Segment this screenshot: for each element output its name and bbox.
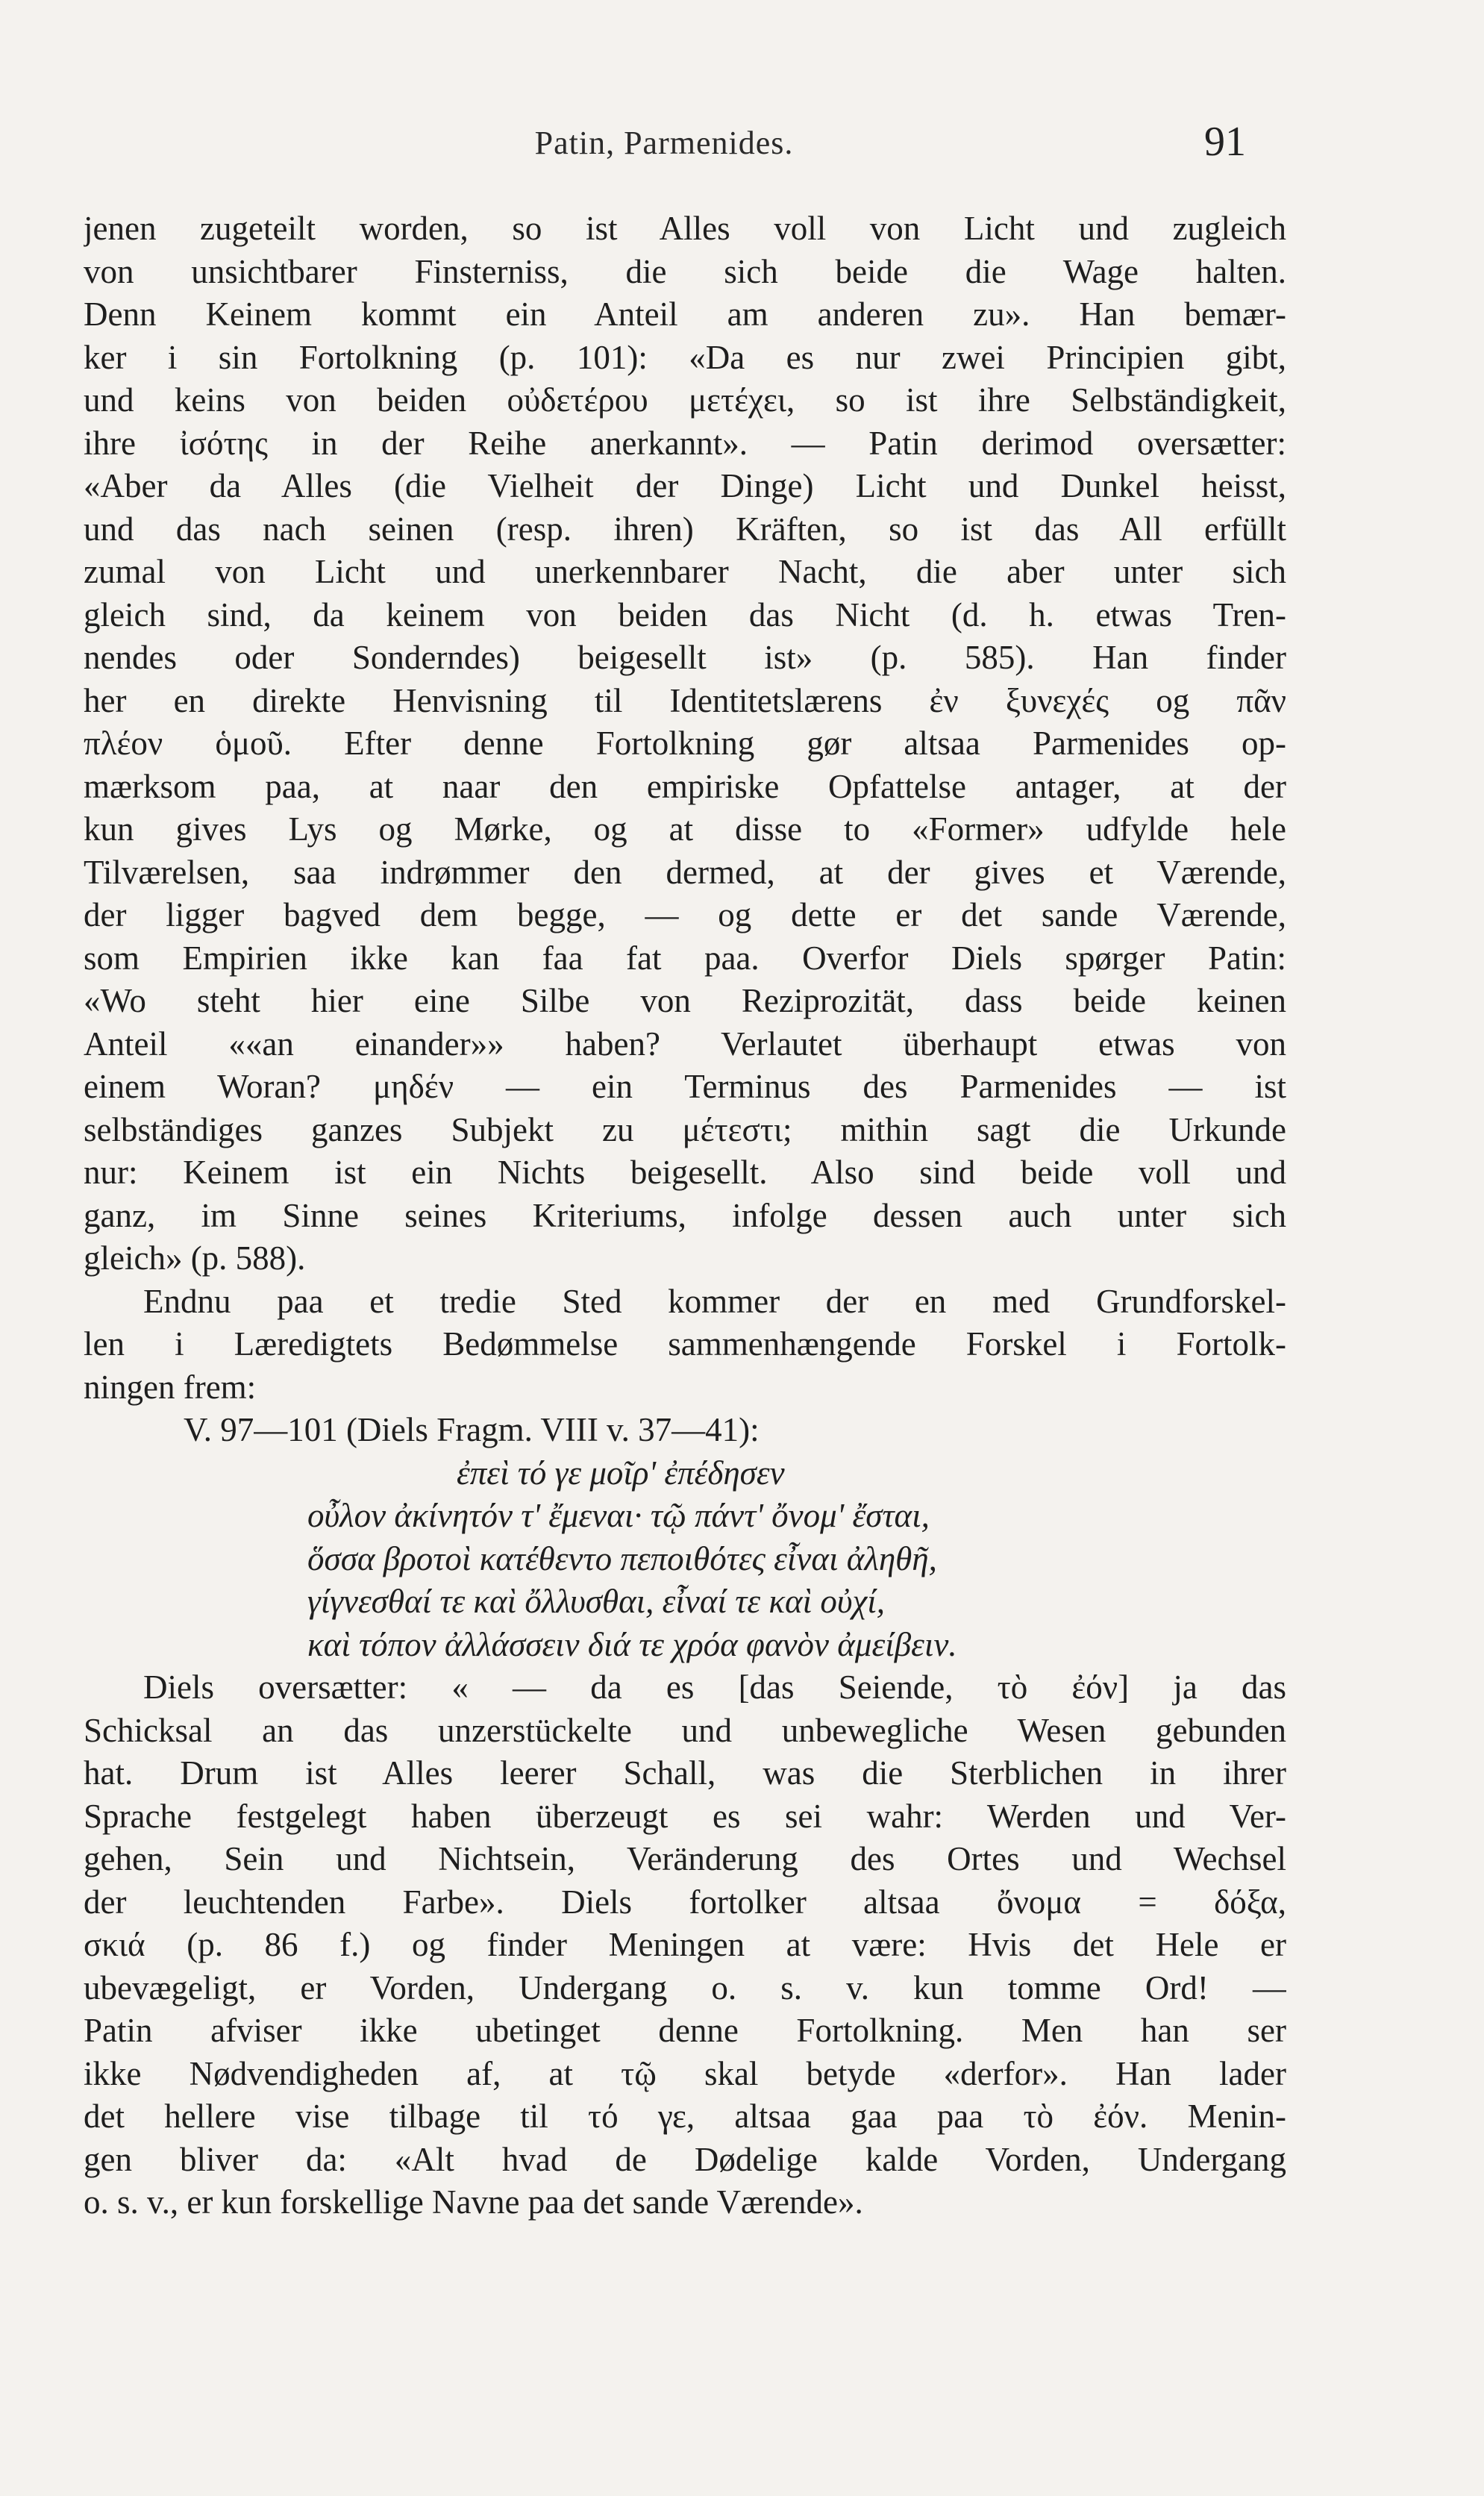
text-line: πλέον ὁμοῦ. Efter denne Fortolkning gør altsaa Parmenides op- [84,725,1286,762]
text-line: Anteil ««an einander»» haben? Verlautet überhaupt etwas von [84,1025,1286,1063]
text-line: selbständiges ganzes Subjekt zu μέτεστι; mithin sagt die Urkunde [84,1110,1286,1148]
paragraph [84,1666,1286,2224]
text-line: «Aber da Alles (die Vielheit der Dinge) Licht und Dunkel heisst, [84,467,1286,504]
text-line: gen bliver da: «Alt hvad de Dødelige kalde Vorden, Undergang [84,2140,1286,2178]
text-line: jenen zugeteilt worden, so ist Alles voll von Licht und zugleich [84,210,1286,247]
text-line: Endnu paa et tredie Sted kommer der en med Grundforskel- [143,1282,1286,1320]
text-line: und keins von beiden οὐδετέρου μετέχει, so ist ihre Selbständigkeit, [84,381,1286,419]
text-line: σκιά (p. 86 f.) og finder Meningen at være: Hvis det Hele er [84,1926,1286,1963]
text-line: mærksom paa, at naar den empiriske Opfattelse antager, at der [84,767,1286,805]
text-line: «Wo steht hier eine Silbe von Reziprozität, dass beide keinen [84,982,1286,1019]
verse-reference [84,1409,1286,1452]
greek-verse-quotation [84,1452,1286,1667]
verse-line: οὖλον ἀκίνητόν τ' ἔμεναι· τῷ πάντ' ὄνομ' ἔσται, [307,1497,930,1534]
text-line: ubevægeligt, er Vorden, Undergang o. s. v. kun tomme Ord! — [84,1968,1286,2007]
text-line: len i Læredigtets Bedømmelse sammenhængende Forskel i Fortolk- [84,1325,1286,1363]
verse-line: ἐπεὶ τό γε μοῖρ' ἐπέδησεν [457,1454,785,1492]
text-line: det hellere vise tilbage til τό γε, altsaa gaa paa τὸ ἐόν. Menin- [84,2098,1286,2135]
text-line: ker i sin Fortolkning (p. 101): «Da es nur zwei Principien gibt, [84,338,1286,376]
text-line: kun gives Lys og Mørke, og at disse to «Former» udfylde hele [84,810,1286,848]
text-line: ihre ἰσότης in der Reihe anerkannt». — Patin derimod oversætter: [84,424,1286,462]
text-line: Denn Keinem kommt ein Anteil am anderen zu». Han bemær- [84,295,1286,333]
text-line: Tilværelsen, saa indrømmer den dermed, at der gives et Værende, [84,853,1286,891]
text-line: gehen, Sein und Nichtsein, Veränderung des Ortes und Wechsel [84,1840,1286,1877]
text-line: ningen frem: [84,1368,257,1406]
text-line: der ligger bagved dem begge, — og dette er det sande Værende, [84,896,1286,933]
text-line: Sprache festgelegt haben überzeugt es sei wahr: Werden und Ver- [84,1797,1286,1835]
verse-line: καὶ τόπον ἀλλάσσειν διά τε χρόα φανὸν ἀμείβειν. [307,1625,957,1663]
page-header [82,110,1246,170]
page-number: 91 [1204,119,1246,165]
text-line: der leuchtenden Farbe». Diels fortolker altsaa ὄνομα = δόξα, [84,1883,1286,1921]
paragraph [84,1280,1286,1410]
text-line: gleich sind, da keinem von beiden das Nicht (d. h. etwas Tren- [84,595,1286,634]
running-head: Patin, Parmenides. [534,125,794,161]
text-line: Schicksal an das unzerstückelte und unbewegliche Wesen gebunden [84,1711,1286,1749]
text-line: nur: Keinem ist ein Nichts beigesellt. Also sind beide voll und [84,1154,1286,1191]
text-line: Patin afviser ikke ubetinget denne Fortolkning. Men han ser [84,2012,1286,2049]
text-line: zumal von Licht und unerkennbarer Nacht, die aber unter sich [84,553,1286,590]
text-line: som Empirien ikke kan faa fat paa. Overfor Diels spørger Patin: [84,939,1286,977]
text-line: hat. Drum ist Alles leerer Schall, was die Sterblichen in ihrer [84,1754,1286,1792]
verse-line: ὅσσα βροτοὶ κατέθεντο πεποιθότες εἶναι ἀληθῆ, [307,1539,937,1577]
text-line: o. s. v., er kun forskellige Navne paa det sande Værende». [84,2183,863,2221]
text-line: einem Woran? μηδέν — ein Terminus des Parmenides — ist [84,1068,1286,1105]
page-body [84,207,1286,2224]
text-line: von unsichtbarer Finsterniss, die sich beide die Wage halten. [84,252,1286,290]
text-line: gleich» (p. 588). [84,1239,306,1277]
text-line: und das nach seinen (resp. ihren) Kräften, so ist das All erfüllt [84,510,1286,548]
text-line: her en direkte Henvisning til Identitetslærens ἐν ξυνεχές og πᾶν [84,681,1286,719]
text-line: V. 97—101 (Diels Fragm. VIII v. 37—41): [184,1411,760,1448]
verse-line: γίγνεσθαί τε καὶ ὄλλυσθαι, εἶναί τε καὶ οὐχί, [307,1583,886,1620]
paragraph [84,207,1286,1280]
text-line: Diels oversætter: « — da es [das Seiende, τὸ ἐόν] ja das [143,1668,1286,1706]
text-line: ganz, im Sinne seines Kriteriums, infolge dessen auch unter sich [84,1196,1286,1234]
text-line: ikke Nødvendigheden af, at τῷ skal betyde «derfor». Han lader [84,2054,1286,2092]
text-line: nendes oder Sonderndes) beigesellt ist» (p. 585). Han finder [84,639,1286,676]
